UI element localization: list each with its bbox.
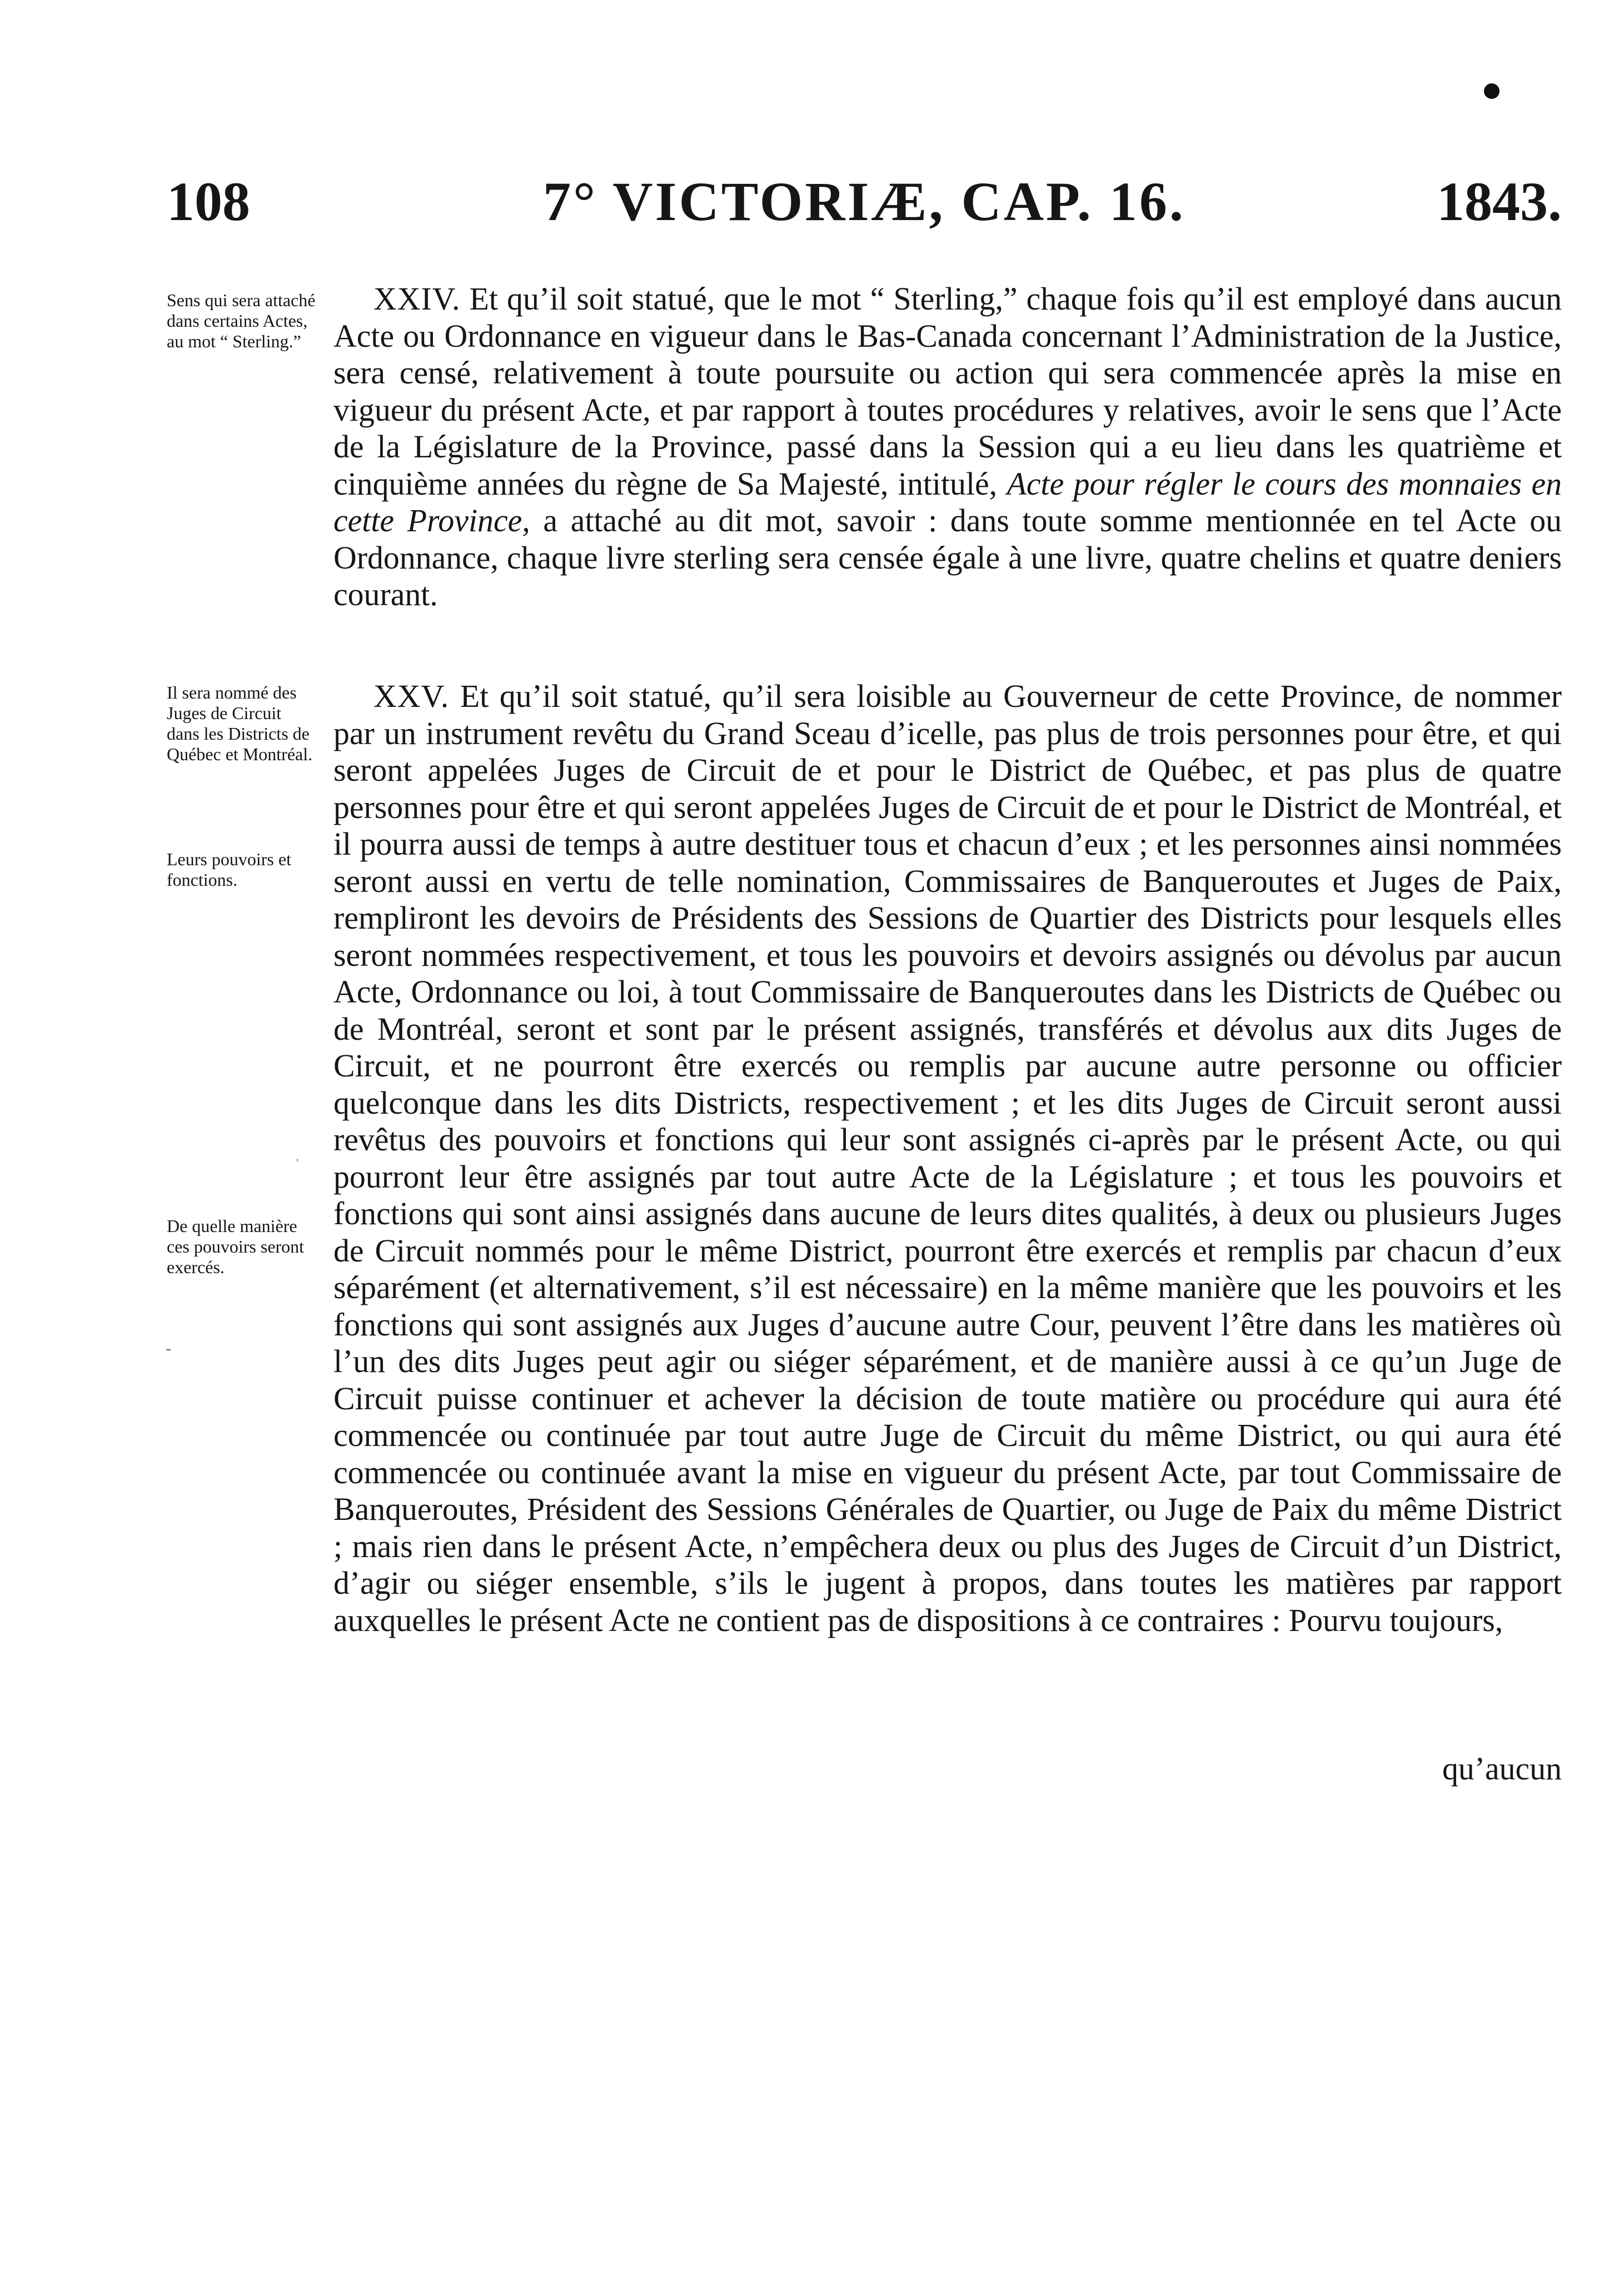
section-number: XXIV. — [373, 281, 461, 317]
section-xxiv-text: Et qu’il soit statué, que le mot “ Sterling,” chaque fois qu’il est employé dans aucun Acte ou Ordonnance en vigueur dans le Bas-Canada concernant l’Administration de la Justice, sera censé, relativement à toute poursuite ou action qui sera commencée après la mise en vigueur du présent Acte, et par rapport à toutes procédures y relatives, avoir le sens que l’Acte de la Législature de la Province, passé dans la Session qui a eu lieu dans les quatrième et cinquième années du règne de Sa Majesté, intitulé, — [333, 281, 1562, 502]
section-xxv-text: Et qu’il soit statué, qu’il sera loisible au Gouverneur de cette Province, de nommer par un instrument revêtu du Grand Sceau d’icelle, pas plus de trois personnes pour être, et qui seront appelées Juges de Circuit de et pour le District de Québec, et pas plus de quatre personnes pour être et qui seront appelées Juges de Circuit de et pour le District de Montréal, et il pourra aussi de temps à autre destituer tous et chacun d’eux ; et les personnes ainsi nommées seront aussi en vertu de telle nomination, Commissaires de Banqueroutes et Juges de Paix, rempliront les devoirs de Présidents des Sessions de Quartier des Districts pour lesquels elles seront nommées respectivement, et tous les pouvoirs et devoirs assignés ou dévolus par aucun Acte, Ordonnance ou loi, à tout Commissaire de Banqueroutes dans les Districts de Québec ou de Montréal, seront et sont par le présent assignés, transférés et dévolus aux dits Juges de Circuit, et ne pourront être exercés ou remplis par aucune autre personne ou officier quelconque dans les dits Districts, respectivement ; et les dits Juges de Circuit seront aussi revêtus des pouvoirs et fonctions qui leur sont assignés ci-après par le présent Acte, ou qui pourront leur être assignés par tout autre Acte de la Législature ; et tous les pouvoirs et fonctions qui sont ainsi assignés dans aucune de leurs dites qualités, à deux ou plusieurs Juges de Circuit nommés pour le même District, pourront être exercés et remplis par chacun d’eux séparément (et alternativement, s’il est nécessaire) en la même manière que les pouvoirs et les fonctions qui sont assignés aux Juges d’aucune autre Cour, peuvent l’être dans les matières où l’un des dits Juges peut agir ou siéger séparément, et de manière aussi à ce qu’un Juge de Circuit puisse continuer et achever la décision de toute matière ou procédure qui aura été commencée ou continuée par tout autre Juge de Circuit du même District, ou qui aura été commencée ou continuée avant la mise en vigueur du présent Acte, par tout Commissaire de Banqueroutes, Président des Sessions Générales de Quartier, ou Juge de Paix du même District ; mais rien dans le présent Acte, n’empêchera deux ou plus des Juges de Circuit d’un District, d’agir ou siéger ensemble, s’ils le jugent à propos, dans toutes les matières par rapport auxquelles le présent Acte ne contient pas de dispositions à ce contraires : Pourvu toujours, — [333, 678, 1562, 1638]
section-xxv-paragraph — [333, 678, 1562, 1639]
section-xxv — [333, 678, 1562, 1639]
running-title: 7° VICTORIÆ, CAP. 16. — [543, 171, 1185, 232]
page-header — [167, 166, 1562, 238]
stray-mark: ˈ — [295, 1156, 300, 1174]
ink-dot — [1484, 83, 1500, 99]
margin-note-sterling: Sens qui sera attaché dans certains Actes, au mot “ Sterling.” — [167, 290, 316, 351]
header-year: 1843. — [1437, 171, 1562, 232]
section-xxiv — [333, 281, 1562, 614]
margin-note-powers: Leurs pouvoirs et fonctions. — [167, 849, 291, 890]
section-number: XXV. — [373, 678, 450, 714]
section-xxiv-text-end: a attaché au dit mot, savoir : dans toute somme mentionnée en tel Acte ou Ordonnance, chaque livre sterling sera censée égale à une livre, quatre chelins et quatre deniers courant. — [333, 502, 1562, 612]
margin-note-manner: De quelle manière ces pouvoirs seront exercés. — [167, 1216, 305, 1277]
section-xxiv-paragraph — [333, 281, 1562, 614]
page-number: 108 — [167, 171, 250, 232]
stray-mark: - — [166, 1339, 171, 1358]
act-title-italic: Acte pour régler le cours des monnaies en cette Province, — [333, 465, 1562, 538]
catchword: qu’aucun — [1442, 1751, 1562, 1787]
margin-note-judges: Il sera nommé des Juges de Circuit dans les Districts de Québec et Montréal. — [167, 682, 313, 764]
